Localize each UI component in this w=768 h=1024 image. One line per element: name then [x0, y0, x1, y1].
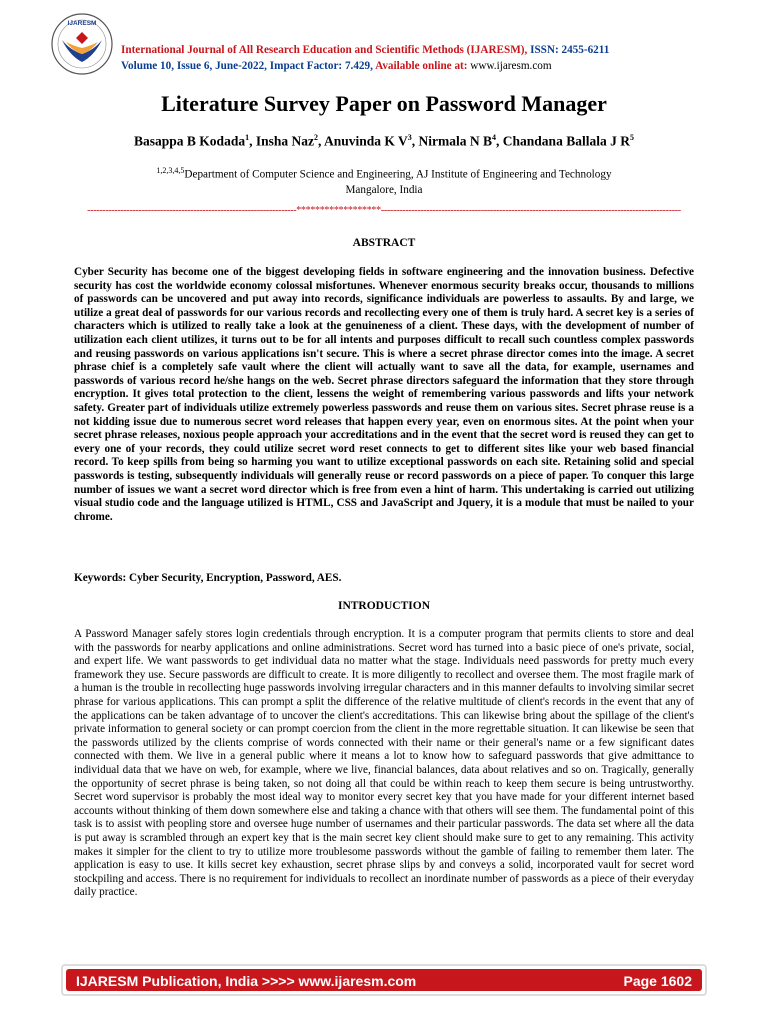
separator-dashes-left: ---------------------------------------------------------------------: [87, 205, 297, 216]
author-name: Chandana Ballala J R: [502, 133, 630, 149]
paper-title: Literature Survey Paper on Password Manager: [161, 91, 607, 116]
separator-stars: ******************: [296, 205, 381, 216]
journal-website-link[interactable]: www.ijaresm.com: [470, 60, 552, 72]
affiliation-line2: Mangalore, India: [345, 183, 423, 196]
logo-text: IJARESM: [67, 20, 97, 27]
separator-dashes-right: ---------------------------------------------------------------------------------------------------: [380, 205, 681, 216]
introduction-body: A Password Manager safely stores login credentials through encryption. It is a computer program that permits clients to store and deal with the passwords for nearby applications and online administrations. Secret word has turned into a basic piece of one's private, social, and expert life. We want passwords to get individual data no matter what the stage. Individuals need passwords for pretty much every framework they use. Secure passwords are difficult to create. It is more diligently to recollect and oversee them. The most fragile mark of a human is the trouble in recollecting huge passwords involving irregular characters and in this manner defaults to involving similar secret phrase for various applications. This can prompt a split the difference of the relative multitude of client's records in the event that any of the applications can be taken advantage of to uncover the client's accreditations. This can likewise bring about the spillage of the client's private information to general society or can prompt coercion from the client in the more regrettable situation. It can likewise be seen that the passwords utilized by the clients comprise of words connected with their name or their general's name or a few significant dates connected with them. We live in a general public where it means a lot to know how to safeguard passwords that give admittance to individual data that we have on web, for example, where we live, financial balances, data about relatives and so on. Tragically, generally the opportunity of secret phrase is being taken, so not doing all that could be within reach to keep them secure is being untrustworthy. Secret word supervisor is probably the most ideal way to monitor every secret key that you have made for your different internet based accounts without thinking of them down somewhere else and taking a chance with that others will see them. The fundamental point of this task is to assist with peopling store and oversee huge number of usernames and their particular passwords. The data set where all the data is put away is scrambled through an expert key that is the main secret key client should make sure to get to any remaining. This activity makes it simpler for the client to try to utilize more troublesome passwords without the gamble of failing to remember them later. The application is easy to use. It kills secret key exhaustion, secret phrase slips by and conveys a solid, incorporated vault for secret word stockpiling and access. There is no requirement for individuals to recollect an inordinate number of passwords as a piece of their everyday daily practice.: [74, 628, 694, 899]
available-online-label: Available online at:: [375, 60, 471, 72]
author-sup: 3: [407, 133, 412, 142]
introduction-heading: INTRODUCTION: [337, 600, 430, 612]
author-name: Insha Naz: [255, 133, 314, 149]
author-sup: 4: [492, 133, 497, 142]
footer-bar: [66, 969, 702, 991]
author-sup: 5: [629, 133, 634, 142]
affiliation: [0, 163, 768, 198]
journal-header: [121, 42, 609, 74]
keywords: Keywords: Cyber Security, Encryption, Password, AES.: [74, 572, 342, 584]
page-footer: [61, 964, 707, 996]
journal-logo: [50, 12, 114, 76]
author-name: Anuvinda K V: [323, 133, 408, 149]
author-sup: 1: [245, 133, 250, 142]
abstract-body: Cyber Security has become one of the biggest developing fields in software engineering and the innovation business. Defective security has cost the worldwide economy colossal misfortunes. Whenever enormous security breaks occur, thousands to millions of passwords can be uncovered and put away into records, significance individuals are powerless to assaults. By and large, we utilize a great deal of passwords for our various records and recollecting every one of them is truly hard. A secret key is a series of characters which is utilized to really take a look at the genuineness of a client. These days, with the development of number of utilization each client utilizes, it turns out to be for all intents and purposes difficult to recall such countless complex passwords and reusing passwords on various applications isn't secure. This is where a secret phrase director comes into the image. A secret phrase chief is a completely safe vault where the client will actually want to save all the data, for example, usernames and passwords of various record he/she hangs on the web. Secret phrase directors safeguard the information that they store through encryption. It gives total protection to the client, lessens the weight of remembering various passwords and lifts your network safety. Greater part of individuals utilize extremely powerless passwords and reuse them on various sites. Secret phrase reuse is a not kidding issue due to numerous secret word releases that happen every year, even on enormous sites. At the point when your secret phrase releases, noxious people approach your accreditations and in the event that the secret word is reused they can get to every one of your records, they could utilize secret word reset connects to get to different sites like your web based financial record. To keep spills from being so harming you want to utilize exceptional passwords on each site. Retaining solid and special passwords is testing, subsequently individuals will generally reuse or record passwords on a piece of paper. To conquer this large number of issues we want a secret word director which is free from even a hint of harm. This undertaking is carried out utilizing visual studio code and the language utilized is HTML, CSS and JavaScript and Jquery, it is a module that must be nailed to your chrome.: [74, 266, 694, 523]
journal-name: International Journal of All Research Education and Scientific Methods (IJARESM),: [121, 44, 528, 56]
issn: ISSN: 2455-6211: [527, 44, 610, 56]
author-name: Basappa B Kodada: [134, 133, 246, 149]
affiliation-line1: Department of Computer Science and Engineering, AJ Institute of Engineering and Technology: [184, 168, 612, 181]
volume-info: Volume 10, Issue 6, June-2022, Impact Factor: 7.429,: [121, 60, 376, 72]
author-name: Nirmala N B: [418, 133, 493, 149]
author-list: Basappa B Kodada$^1$, Insha Naz$^2$, Anuvinda K $V^3$, Nirmala N $B^4$, Chandana Ballala J $R^5$: [134, 133, 634, 149]
section-separator: [74, 205, 694, 216]
abstract-heading: ABSTRACT: [352, 237, 416, 249]
affiliation-sup: 1,2,3,4,5: [156, 166, 185, 175]
footer-publisher: IJARESM Publication, India >>>> www.ijaresm.com: [76, 973, 417, 989]
page-number: Page 1602: [623, 973, 692, 989]
author-sup: 2: [313, 133, 318, 142]
